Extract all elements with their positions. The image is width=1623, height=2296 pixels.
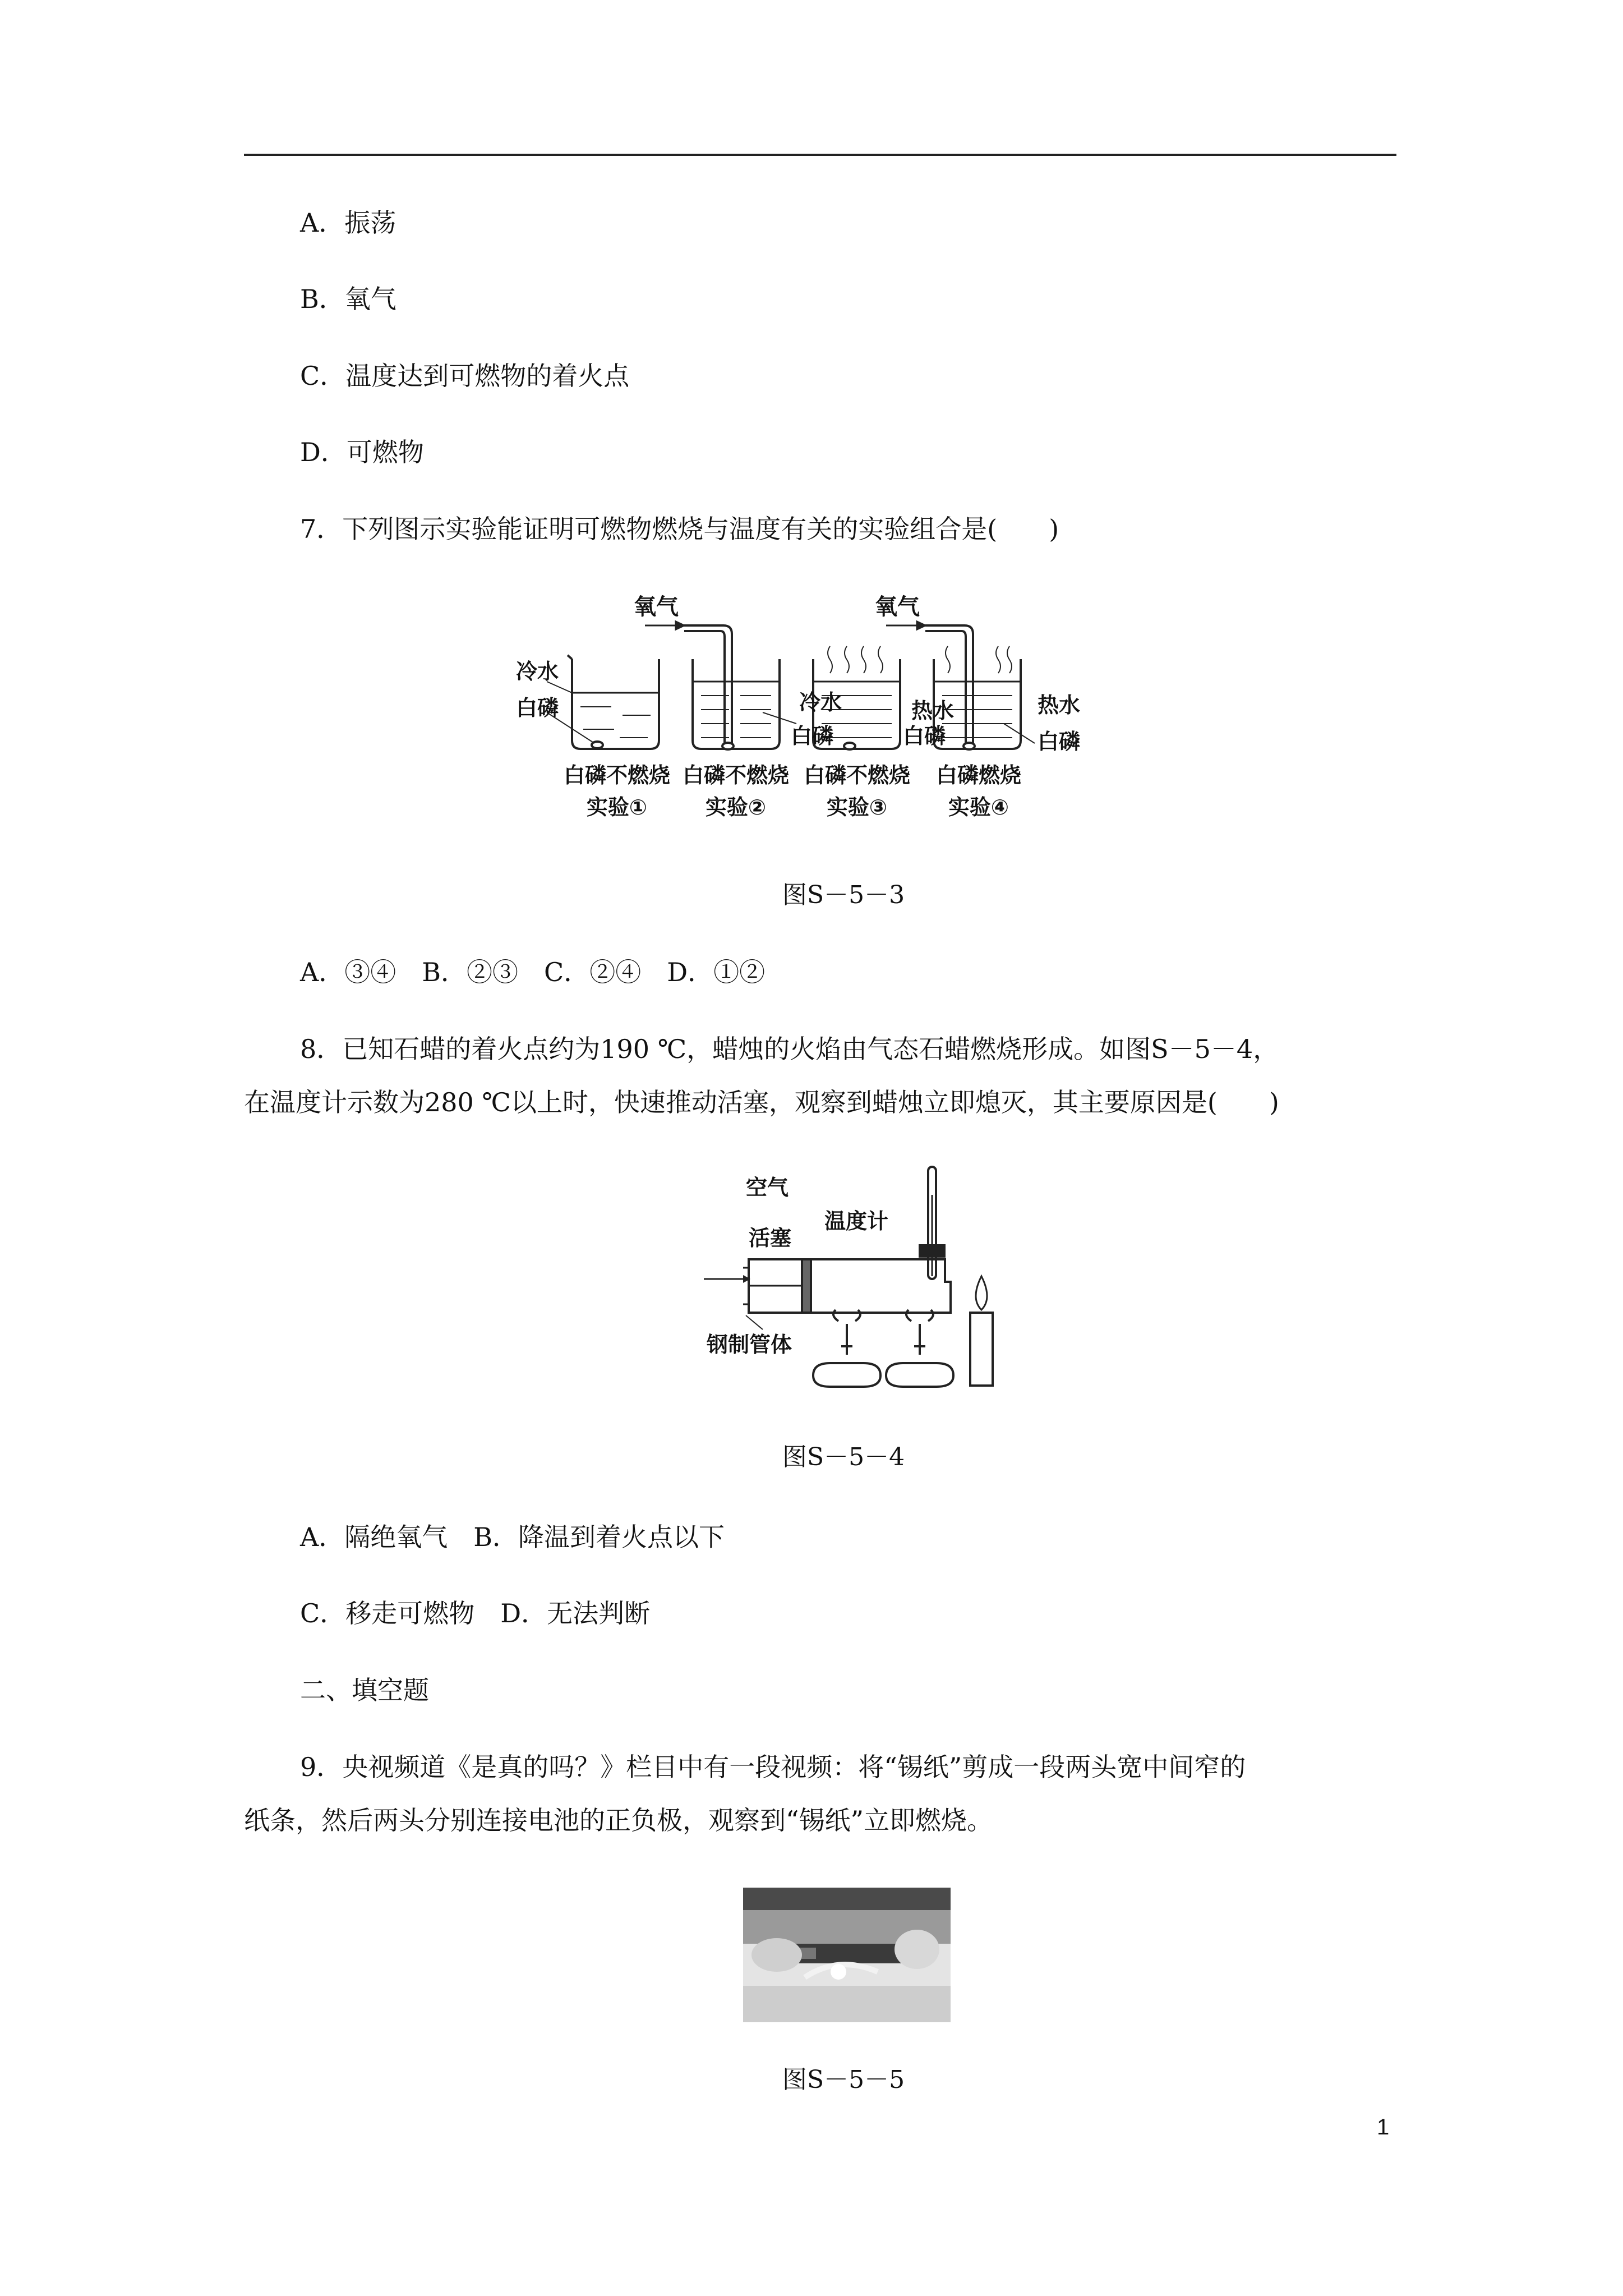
exp2-result: 白磷不燃烧	[682, 763, 790, 788]
q7-oxygen-label-1: 氧气	[634, 595, 679, 620]
header-rule	[244, 154, 1396, 156]
exp3-result: 白磷不燃烧	[803, 763, 911, 788]
exp3-phosphorus-label: 白磷	[903, 724, 946, 748]
page-number: 1	[1377, 2115, 1390, 2139]
q7-stem: 7．下列图示实验能证明可燃物燃烧与温度有关的实验组合是( )	[300, 514, 1059, 544]
q7-oxygen-label-2: 氧气	[875, 595, 920, 620]
exp1-water-label: 冷水	[516, 659, 559, 684]
figure-s-5-3	[516, 595, 1178, 830]
exp4-water-label: 热水	[1038, 693, 1081, 717]
q9-stem-line2: 纸条，然后两头分别连接电池的正负极，观察到“锡纸”立即燃烧。	[244, 1805, 993, 1835]
q8-stem-line1: 8．已知石蜡的着火点约为190 ℃，蜡烛的火焰由气态石蜡燃烧形成。如图S－5－4，	[300, 1034, 1279, 1064]
q6-option-a: A．振荡	[300, 208, 396, 238]
exp1-result: 白磷不燃烧	[563, 763, 671, 788]
q9-stem-line1: 9．央视频道《是真的吗？》栏目中有一段视频：将“锡纸”剪成一段两头宽中间窄的	[300, 1752, 1246, 1782]
exp2-water-label: 冷水	[799, 690, 842, 715]
figure-caption-s-5-5: 图S－5－5	[782, 2065, 905, 2094]
exp4-result: 白磷燃烧	[935, 763, 1022, 788]
photo-tinfoil-experiment	[743, 1888, 951, 2022]
q7-options: A．③④ B．②③ C．②④ D．①②	[300, 957, 766, 987]
q6-option-b: B．氧气	[300, 284, 396, 314]
q8-stem-line2: 在温度计示数为280 ℃以上时，快速推动活塞，观察到蜡烛立即熄灭，其主要原因是( )	[244, 1087, 1279, 1117]
exp3-water-label: 热水	[911, 698, 955, 723]
exp4-name: 实验④	[948, 795, 1009, 820]
q8-options-line1: A．隔绝氧气 B．降温到着火点以下	[300, 1522, 725, 1552]
exp2-name: 实验②	[705, 795, 767, 820]
thermometer-label: 温度计	[824, 1209, 889, 1234]
q8-options-line2: C．移走可燃物 D．无法判断	[300, 1598, 651, 1628]
air-label: 空气	[746, 1175, 789, 1200]
section-heading: 二、填空题	[300, 1675, 429, 1705]
piston-label: 活塞	[749, 1226, 792, 1250]
q6-option-c: C．温度达到可燃物的着火点	[300, 361, 630, 391]
exp2-phosphorus-label: 白磷	[791, 724, 834, 748]
figure-caption-s-5-3: 图S－5－3	[782, 881, 905, 909]
exp1-name: 实验①	[586, 795, 648, 820]
exp1-phosphorus-label: 白磷	[516, 696, 559, 720]
q6-option-d: D．可燃物	[300, 437, 424, 467]
figure-s-5-4	[701, 1161, 1015, 1391]
exp3-name: 实验③	[826, 795, 888, 820]
steel-tube-label: 钢制管体	[707, 1332, 792, 1357]
figure-caption-s-5-4: 图S－5－4	[782, 1443, 905, 1471]
exp4-phosphorus-label: 白磷	[1038, 729, 1081, 754]
